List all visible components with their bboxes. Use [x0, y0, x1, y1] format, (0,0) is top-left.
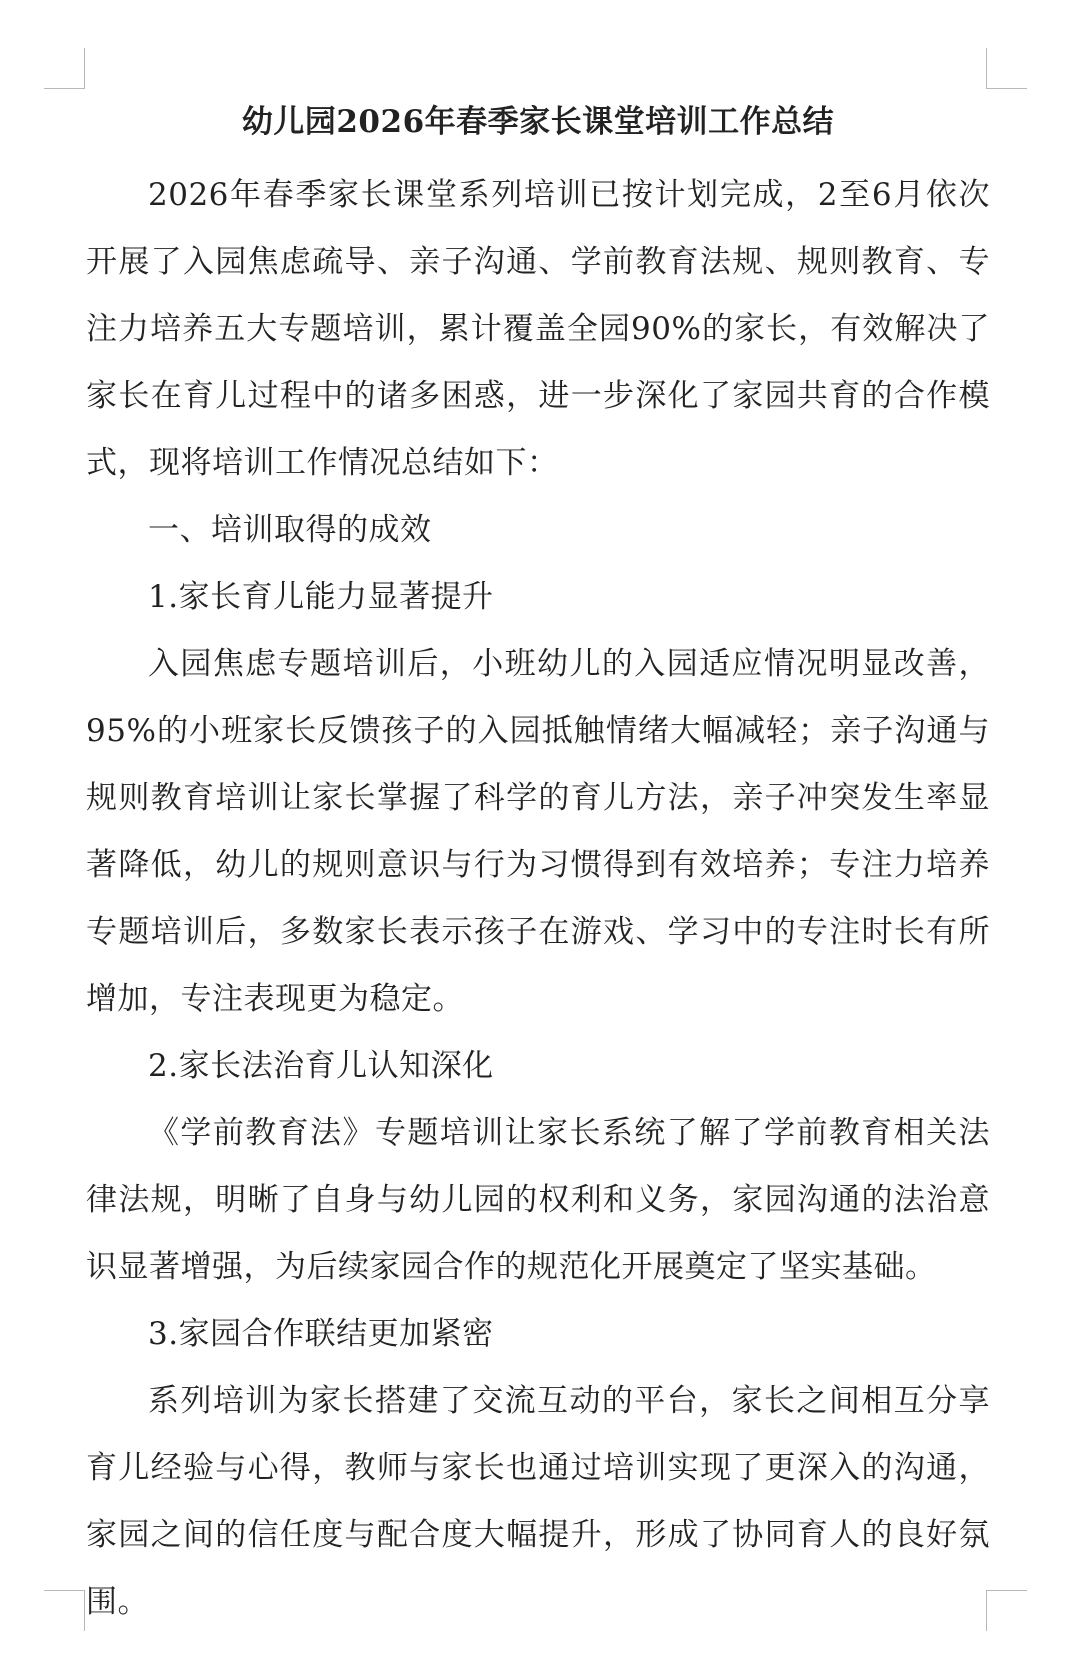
section-heading: 一、培训取得的成效: [148, 512, 432, 548]
crop-mark-bottom-right: [986, 1590, 1027, 1631]
item-heading-2: 2.家长法治育儿认知深化: [148, 1048, 494, 1084]
item-heading-3: 3.家园合作联结更加紧密: [148, 1316, 494, 1352]
document-title: 幼儿园2026年春季家长课堂培训工作总结: [241, 104, 835, 140]
item-heading-1: 1.家长育儿能力显著提升: [148, 579, 494, 615]
item-body-3: 系列培训为家长搭建了交流互动的平台，家长之间相互分享育儿经验与心得，教师与家长也通过培训实现了更深入的沟通，家园之间的信任度与配合度大幅提升，形成了协同育人的良好氛围。: [86, 1383, 990, 1620]
crop-mark-top-right: [986, 48, 1027, 89]
intro-paragraph: 2026年春季家长课堂系列培训已按计划完成，2至6月依次开展了入园焦虑疏导、亲子沟通、学前教育法规、规则教育、专注力培养五大专题培训，累计覆盖全园90%的家长，有效解决了家长在育儿过程中的诸多困惑，进一步深化了家园共育的合作模式，现将培训工作情况总结如下：: [86, 177, 990, 481]
item-body-2: 《学前教育法》专题培训让家长系统了解了学前教育相关法律法规，明晰了自身与幼儿园的权利和义务，家园沟通的法治意识显著增强，为后续家园合作的规范化开展奠定了坚实基础。: [86, 1115, 990, 1285]
document-body: [86, 96, 990, 1636]
item-body-1: 入园焦虑专题培训后，小班幼儿的入园适应情况明显改善，95%的小班家长反馈孩子的入园抵触情绪大幅减轻；亲子沟通与规则教育培训让家长掌握了科学的育儿方法，亲子冲突发生率显著降低，幼儿的规则意识与行为习惯得到有效培养；专注力培养专题培训后，多数家长表示孩子在游戏、学习中的专注时长有所增加，专注表现更为稳定。: [86, 646, 990, 1017]
crop-mark-bottom-left: [44, 1590, 85, 1631]
crop-mark-top-left: [44, 48, 85, 89]
